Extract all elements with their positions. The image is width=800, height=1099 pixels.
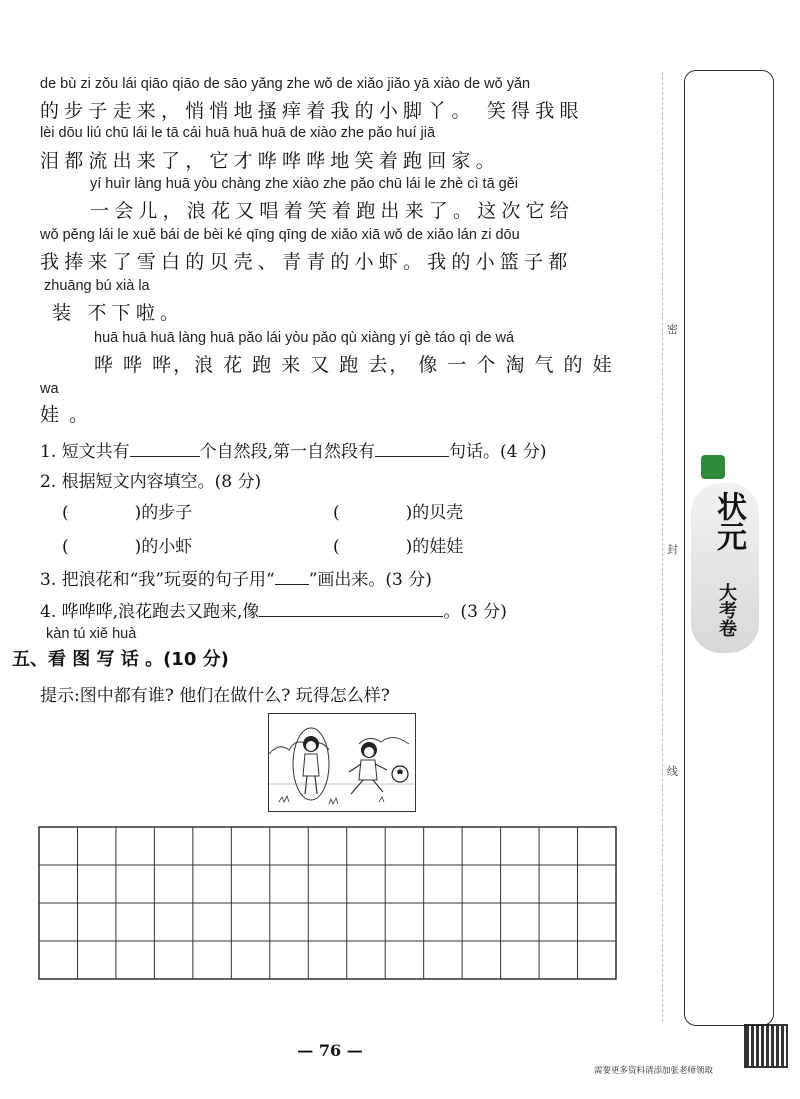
brand-logo-icon (701, 455, 725, 479)
section5-title: 五、看 图 写 话 。(10 分) (12, 649, 229, 670)
q2-item-2-open: ( (333, 503, 340, 523)
q2-item-3[interactable] (62, 532, 192, 557)
q2-item-4-text: 的娃娃 (412, 537, 464, 557)
children-playing-drawing (269, 714, 414, 810)
section5-pinyin: kàn tú xiě huà (46, 626, 137, 642)
question-2-title: 2. 根据短文内容填空。(8 分) (40, 472, 262, 492)
q3-blank[interactable] (275, 568, 309, 585)
pinyin-line-7: wa (40, 381, 59, 397)
q4-blank[interactable] (259, 600, 443, 617)
q4-text-post: 。(3 分) (443, 602, 507, 622)
q2-item-2-close: ) (405, 503, 413, 523)
binding-strip (667, 70, 774, 1026)
text-line-7: 娃 。 (40, 404, 91, 426)
pinyin-line-5: zhuāng bú xià la (44, 278, 150, 294)
q2-item-4[interactable] (333, 532, 463, 557)
q2-item-1-open: ( (62, 503, 69, 523)
pinyin-line-3: yí huìr làng huā yòu chàng zhe xiào zhe pǎo chū lái le zhè cì tā gěi (90, 176, 519, 192)
text-line-3: 一会儿，浪花又唱着笑着跑出来了。这次它给 (90, 200, 575, 222)
pinyin-line-1: de bù zi zǒu lái qiāo qiāo de sāo yǎng zhe wǒ de xiǎo jiǎo yā xiào de wǒ yǎn (40, 76, 531, 92)
pinyin-line-4: wǒ pěng lái le xuě bái de bèi ké qīng qīng de xiǎo xiā wǒ de xiǎo lán zi dōu (40, 227, 520, 243)
q1-text-pre: 1. 短文共有 (40, 442, 130, 462)
illustration-children-playing (268, 713, 416, 812)
writing-grid[interactable] (38, 826, 617, 980)
seal-char-1: 密 (667, 323, 678, 336)
text-line-6: 哗 哗 哗，浪 花 跑 来 又 跑 去， 像 一 个 淘 气 的 娃 (94, 354, 614, 376)
brand-subtitle: 大考卷 (716, 583, 737, 637)
q3-text-post: ”画出来。(3 分) (308, 570, 432, 590)
text-line-4: 我捧来了雪白的贝壳、青青的小虾。我的小篮子都 (40, 251, 573, 273)
q4-text-pre: 4. 哗哗哗,浪花跑去又跑来,像 (40, 602, 260, 622)
seal-char-3: 线 (667, 765, 678, 778)
q2-item-1-close: ) (134, 503, 142, 523)
q2-item-1-text: 的步子 (141, 503, 193, 523)
footer-note: 需要更多资料请添加张老师领取 (594, 1066, 714, 1076)
qr-code-icon (744, 1024, 788, 1068)
question-4 (40, 597, 507, 622)
section5-hint: 提示:图中都有谁? 他们在做什么? 玩得怎么样? (40, 686, 390, 706)
q1-text-post: 句话。(4 分) (449, 442, 547, 462)
writing-grid-lines (38, 826, 617, 980)
q2-item-2-text: 的贝壳 (412, 503, 464, 523)
text-line-5: 装 不下啦。 (52, 302, 185, 324)
q2-item-1[interactable] (62, 498, 192, 523)
q2-item-3-open: ( (62, 537, 69, 557)
seal-dashed-line (662, 72, 663, 1022)
seal-char-2: 封 (667, 543, 678, 556)
pinyin-line-6: huā huā huā làng huā pǎo lái yòu pǎo qù xiàng yí gè táo qì de wá (94, 330, 515, 346)
q1-text-mid: 个自然段,第一自然段有 (199, 442, 376, 462)
q2-item-3-text: 的小虾 (141, 537, 193, 557)
text-line-1: 的步子走来，悄悄地搔痒着我的小脚丫。 笑得我眼 (40, 100, 584, 122)
q2-item-2[interactable] (333, 498, 463, 523)
brand-title: 状元 (711, 491, 746, 551)
q1-blank-1[interactable] (130, 440, 200, 457)
q2-item-3-close: ) (134, 537, 142, 557)
text-line-2: 泪都流出来了，它才哗哗哗地笑着跑回家。 (40, 150, 500, 172)
q1-blank-2[interactable] (375, 440, 449, 457)
question-3 (40, 565, 432, 590)
question-1 (40, 437, 547, 462)
q3-text-pre: 3. 把浪花和“我”玩耍的句子用“ (40, 570, 275, 590)
q2-item-4-close: ) (405, 537, 413, 557)
page-number: — 76 — (297, 1041, 363, 1060)
pinyin-line-2: lèi dōu liú chū lái le tā cái huā huā huā de xiào zhe pǎo huí jiā (40, 125, 436, 141)
q2-item-4-open: ( (333, 537, 340, 557)
